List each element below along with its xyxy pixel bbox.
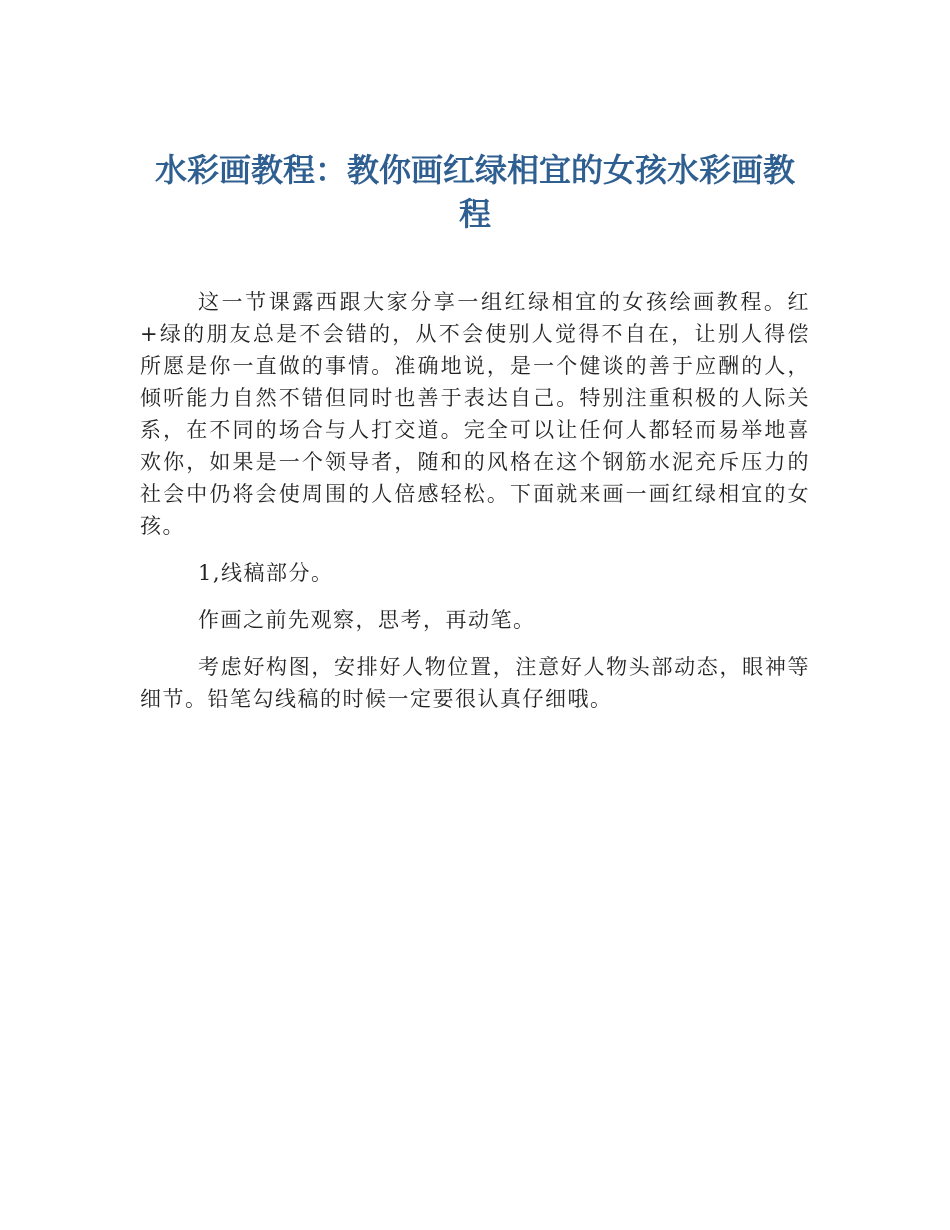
document-body (140, 286, 810, 730)
paragraph-step-heading: 1,线稿部分。 (198, 561, 334, 585)
paragraph-composition: 考虑好构图，安排好人物位置，注意好人物头部动态，眼神等细节。铅笔勾线稿的时候一定要很认真仔细哦。 (140, 655, 810, 711)
paragraph-intro: 这一节课露西跟大家分享一组红绿相宜的女孩绘画教程。红+绿的朋友总是不会错的，从不会使别人觉得不自在，让别人得偿所愿是你一直做的事情。准确地说，是一个健谈的善于应酬的人，倾听能力自然不错但同时也善于表达自己。特别注重积极的人际关系，在不同的场合与人打交道。完全可以让任何人都轻而易举地喜欢你，如果是一个领导者，随和的风格在这个钢筋水泥充斥压力的社会中仍将会使周围的人倍感轻松。下面就来画一画红绿相宜的女孩。 (140, 290, 810, 538)
paragraph-observe: 作画之前先观察，思考，再动笔。 (198, 608, 536, 632)
document-title: 水彩画教程：教你画红绿相宜的女孩水彩画教程 (154, 151, 795, 233)
